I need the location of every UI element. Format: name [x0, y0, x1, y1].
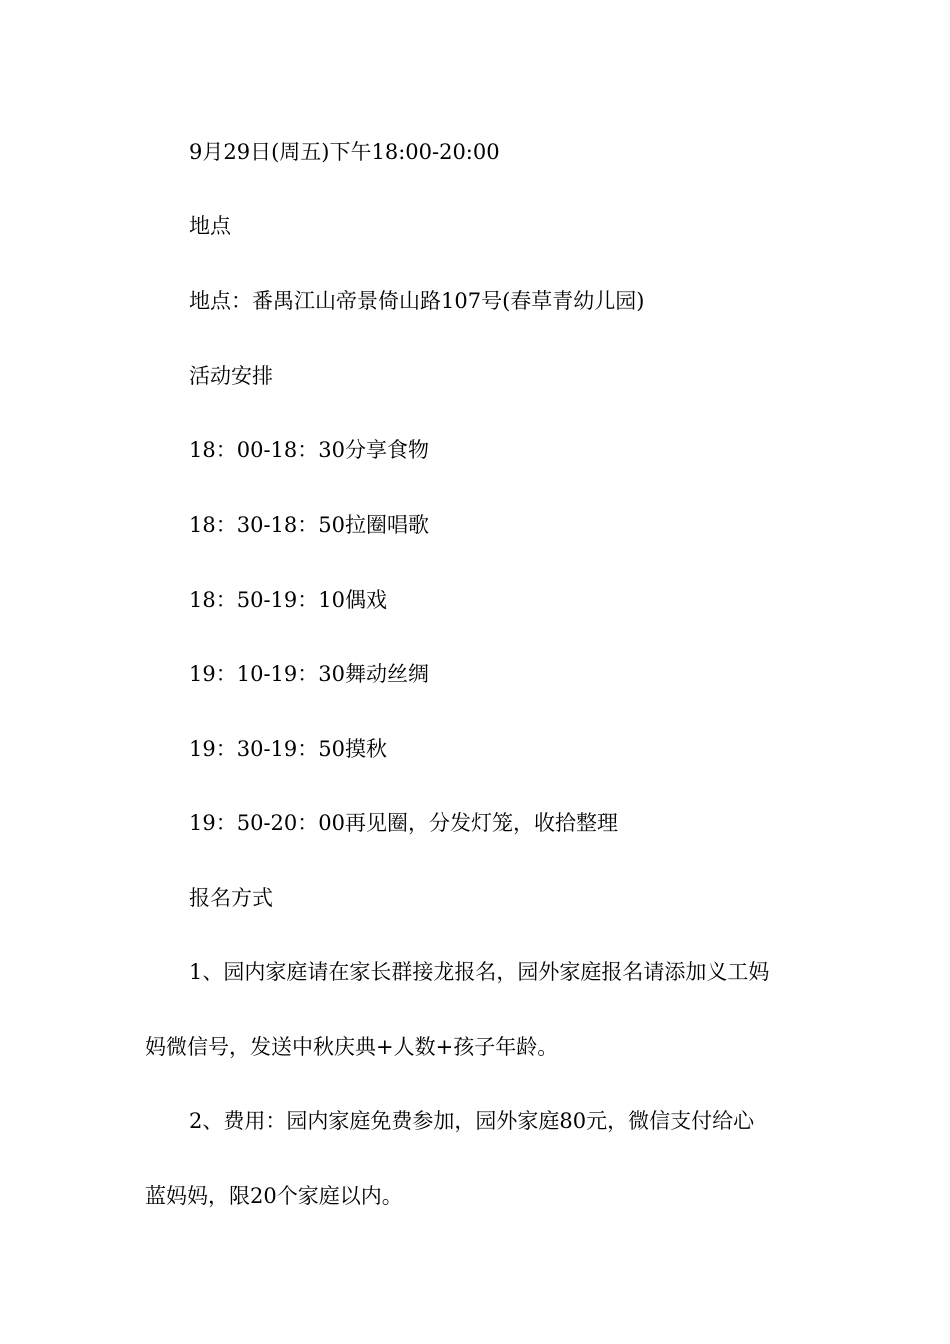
signup-item-2-line-1: 2、费用：园内家庭免费参加，园外家庭80元，微信支付给心: [189, 1109, 755, 1133]
signup-item-1-line-2: 妈微信号，发送中秋庆典+人数+孩子年龄。: [145, 1035, 559, 1059]
location-heading: 地点: [189, 214, 231, 238]
signup-item-2-line-2: 蓝妈妈，限20个家庭以内。: [145, 1184, 403, 1208]
schedule-heading: 活动安排: [189, 364, 273, 388]
signup-heading: 报名方式: [189, 886, 273, 910]
event-time: 9月29日(周五)下午18:00-20:00: [189, 140, 500, 164]
schedule-item: 18：00-18：30分享食物: [189, 438, 429, 462]
schedule-item: 18：50-19：10偶戏: [189, 588, 387, 612]
schedule-item: 19：30-19：50摸秋: [189, 737, 387, 761]
location-address: 地点：番禺江山帝景倚山路107号(春草青幼儿园): [189, 289, 645, 313]
schedule-item: 19：10-19：30舞动丝绸: [189, 662, 429, 686]
signup-item-1-line-1: 1、园内家庭请在家长群接龙报名，园外家庭报名请添加义工妈: [189, 960, 770, 984]
schedule-item: 18：30-18：50拉圈唱歌: [189, 513, 429, 537]
schedule-item: 19：50-20：00再见圈，分发灯笼，收拾整理: [189, 811, 618, 835]
